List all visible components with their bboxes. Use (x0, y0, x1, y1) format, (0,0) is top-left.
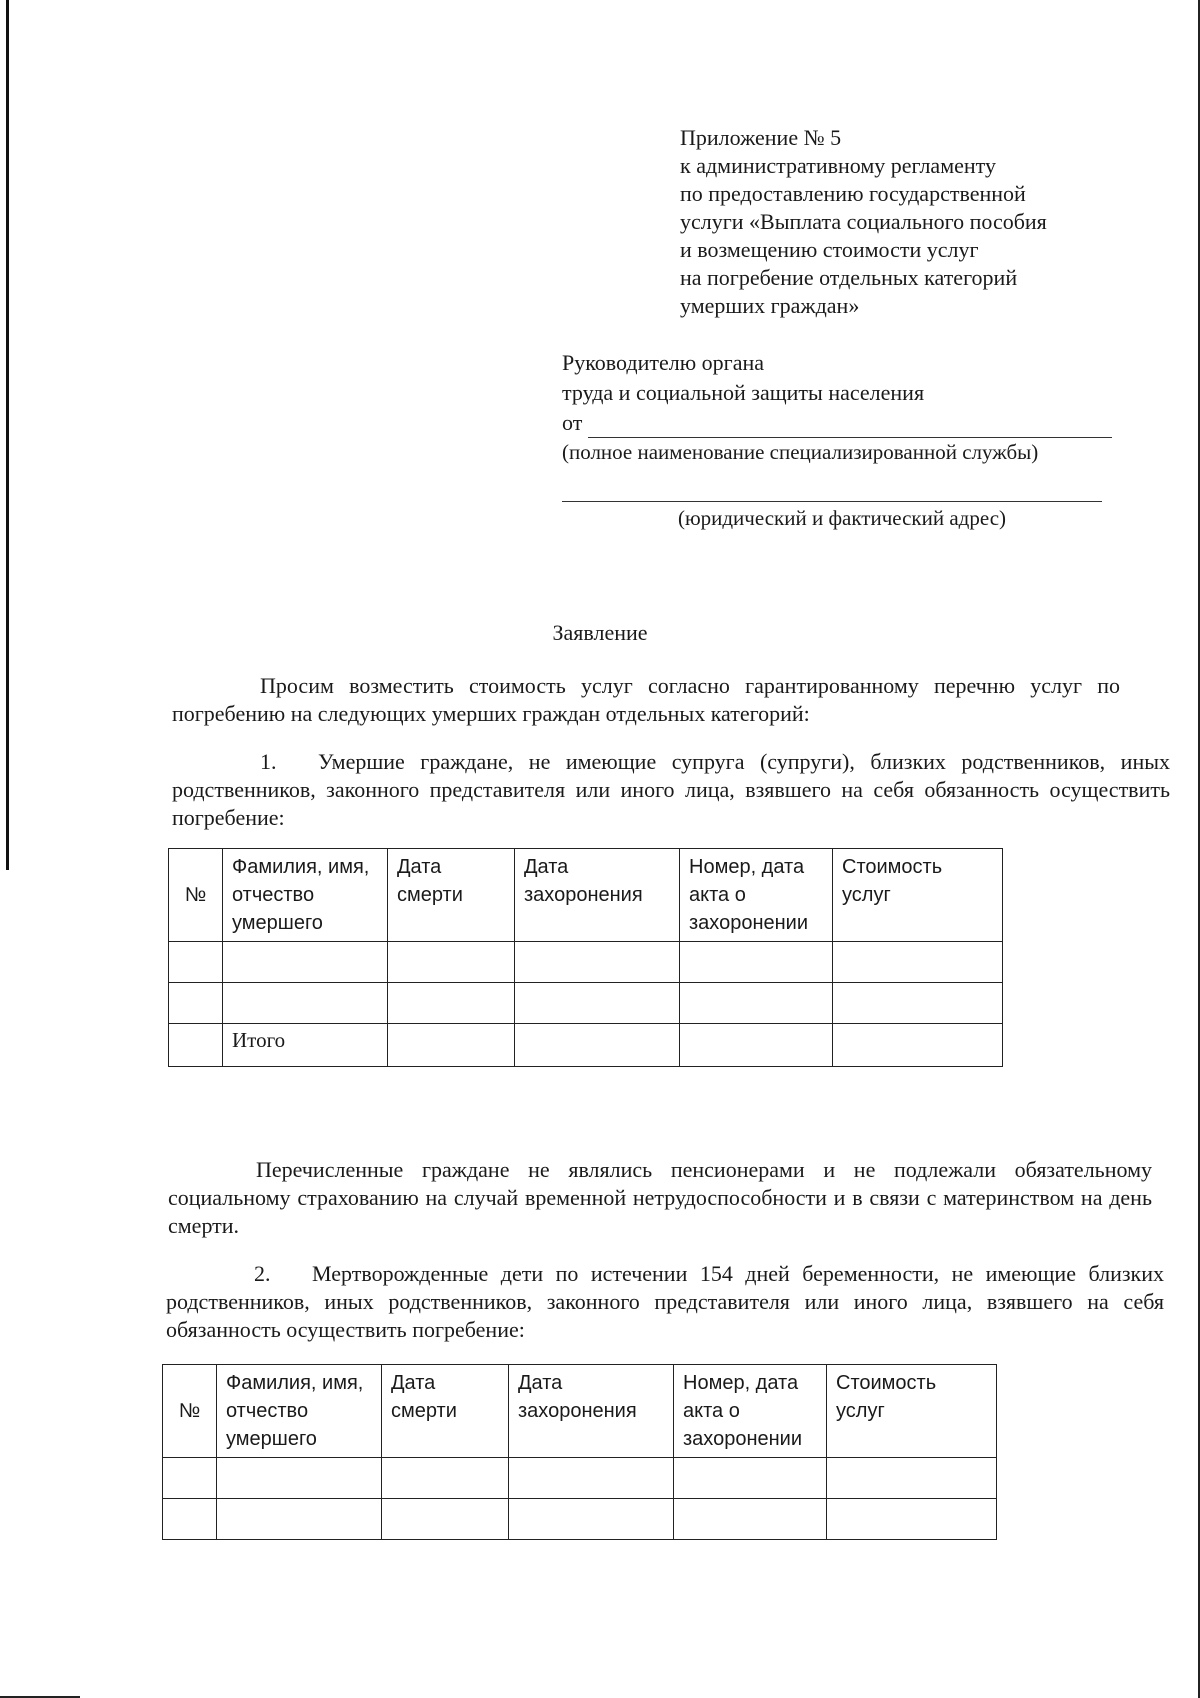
appendix-line: по предоставлению государственной (680, 181, 1026, 206)
table-cell[interactable] (169, 983, 223, 1024)
table-header-row (163, 1365, 997, 1458)
document-title: Заявление (552, 620, 648, 645)
section-2 (166, 1260, 1164, 1344)
section-1-text: Умершие граждане, не имеющие супруга (супруги), близких родственников, иных родственников, законного представителя или иного лица, взявшего на себя обязанность осуществить погребение: (172, 749, 1170, 830)
table-cell[interactable] (674, 1499, 827, 1540)
table-cell[interactable] (833, 983, 1003, 1024)
table-cell[interactable] (163, 1458, 217, 1499)
header-burial-date: Дата захоронения (515, 849, 680, 942)
org-name-caption: (полное наименование специализированной службы) (562, 440, 1039, 464)
table-cell[interactable] (680, 1024, 833, 1067)
table-cell[interactable] (509, 1499, 674, 1540)
table-row (163, 1458, 997, 1499)
appendix-line: и возмещению стоимости услуг (680, 237, 979, 262)
appendix-line: к административному регламенту (680, 153, 996, 178)
intro-text: Просим возместить стоимость услуг согласно гарантированному перечню услуг по погребению на следующих умерших граждан отдельных категорий: (172, 673, 1120, 726)
table-cell[interactable] (674, 1458, 827, 1499)
header-burial-date: Дата захоронения (509, 1365, 674, 1458)
section-2-text: Мертворожденные дети по истечении 154 дней беременности, не имеющие близких родственников, иных родственников, законного представителя или иного лица, взявшего на себя обязанность осуществить погребение: (166, 1261, 1164, 1342)
header-full-name: Фамилия, имя, отчество умершего (223, 849, 388, 942)
table-row (169, 942, 1003, 983)
appendix-header (680, 124, 1047, 320)
section-2-number: 2. (254, 1261, 271, 1286)
table-cell[interactable] (833, 1024, 1003, 1067)
table-cell[interactable] (382, 1458, 509, 1499)
table-cell[interactable] (515, 942, 680, 983)
header-cost: Стоимость услуг (827, 1365, 997, 1458)
from-input-line[interactable] (588, 415, 1112, 438)
table-cell[interactable] (515, 1024, 680, 1067)
header-death-date: Дата смерти (388, 849, 515, 942)
table-cell[interactable] (680, 942, 833, 983)
table-cell[interactable] (509, 1458, 674, 1499)
table-cell[interactable] (163, 1499, 217, 1540)
table-cell[interactable] (388, 942, 515, 983)
section-1 (172, 748, 1170, 832)
from-label: от (562, 410, 583, 435)
table-cell[interactable] (515, 983, 680, 1024)
header-number: № (169, 849, 223, 942)
appendix-line: услуги «Выплата социального пособия (680, 209, 1047, 234)
header-burial-act: Номер, дата акта о захоронении (680, 849, 833, 942)
appendix-line: умерших граждан» (680, 293, 860, 318)
table-total-row (169, 1024, 1003, 1067)
table-cell[interactable] (217, 1458, 382, 1499)
table-cell[interactable] (217, 1499, 382, 1540)
table-cell[interactable] (388, 1024, 515, 1067)
table-cell[interactable] (169, 942, 223, 983)
header-cost: Стоимость услуг (833, 849, 1003, 942)
header-death-date: Дата смерти (382, 1365, 509, 1458)
appendix-line: Приложение № 5 (680, 125, 842, 150)
table-header-row (169, 849, 1003, 942)
addressee-block (562, 348, 1112, 532)
table-cell[interactable] (388, 983, 515, 1024)
table-deceased-citizens (168, 848, 1003, 1067)
table-row (169, 983, 1003, 1024)
table-cell[interactable] (833, 942, 1003, 983)
appendix-line: на погребение отдельных категорий (680, 265, 1018, 290)
intro-paragraph (172, 672, 1120, 728)
scan-edge-left (6, 0, 9, 870)
table-cell[interactable] (827, 1499, 997, 1540)
table-cell[interactable] (382, 1499, 509, 1540)
note-paragraph (168, 1156, 1152, 1240)
total-label: Итого (223, 1024, 388, 1067)
address-caption: (юридический и фактический адрес) (677, 506, 1007, 530)
header-burial-act: Номер, дата акта о захоронении (674, 1365, 827, 1458)
table-cell[interactable] (827, 1458, 997, 1499)
table-cell[interactable] (223, 983, 388, 1024)
addressee-line-1: Руководителю органа (562, 350, 764, 375)
from-row (562, 408, 1112, 438)
table-cell[interactable] (223, 942, 388, 983)
table-row (163, 1499, 997, 1540)
section-1-number: 1. (260, 749, 277, 774)
table-cell[interactable] (169, 1024, 223, 1067)
addressee-line-2: труда и социальной защиты населения (562, 380, 925, 405)
note-text: Перечисленные граждане не являлись пенсионерами и не подлежали обязательному социальному страхованию на случай временной нетрудоспособности и в связи с материнством на день смерти. (168, 1157, 1152, 1238)
header-number: № (163, 1365, 217, 1458)
address-input-line[interactable] (562, 500, 1102, 502)
table-cell[interactable] (680, 983, 833, 1024)
header-full-name: Фамилия, имя, отчество умершего (217, 1365, 382, 1458)
table-stillborn-children (162, 1364, 997, 1540)
